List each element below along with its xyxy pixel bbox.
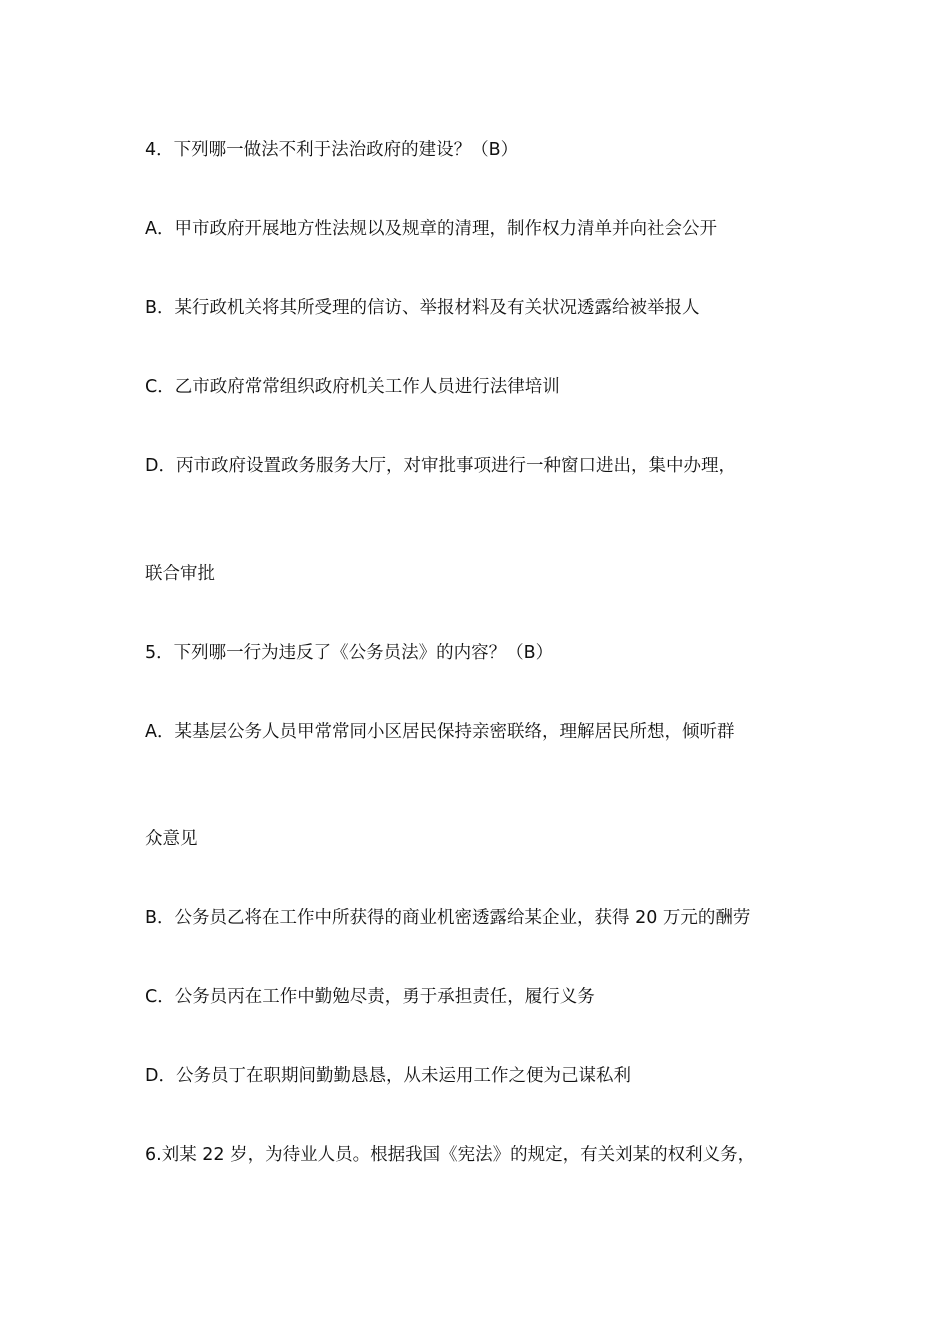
question-5-stem: 5．下列哪一行为违反了《公务员法》的内容？（B） [145,643,554,663]
question-5-option-a: A．某基层公务人员甲常常同小区居民保持亲密联络，理解居民所想，倾听群 [145,722,735,742]
question-6-stem: 6.刘某 22 岁，为待业人员。根据我国《宪法》的规定，有关刘某的权利义务， [145,1145,756,1165]
question-4-option-a: A．甲市政府开展地方性法规以及规章的清理，制作权力清单并向社会公开 [145,219,717,239]
question-4-stem: 4．下列哪一做法不利于法治政府的建设？（B） [145,140,519,160]
question-5-option-b: B．公务员乙将在工作中所获得的商业机密透露给某企业，获得 20 万元的酬劳 [145,908,751,928]
question-4-option-d-continued: 联合审批 [145,564,215,584]
question-5-option-c: C．公务员丙在工作中勤勉尽责，勇于承担责任，履行义务 [145,987,595,1007]
question-5-option-d: D．公务员丁在职期间勤勤恳恳，从未运用工作之便为己谋私利 [145,1066,631,1086]
question-4-option-c: C．乙市政府常常组织政府机关工作人员进行法律培训 [145,377,560,397]
question-4-option-d: D．丙市政府设置政务服务大厅，对审批事项进行一种窗口进出，集中办理， [145,456,736,476]
question-5-option-a-continued: 众意见 [145,829,198,849]
question-4-option-b: B．某行政机关将其所受理的信访、举报材料及有关状况透露给被举报人 [145,298,700,318]
